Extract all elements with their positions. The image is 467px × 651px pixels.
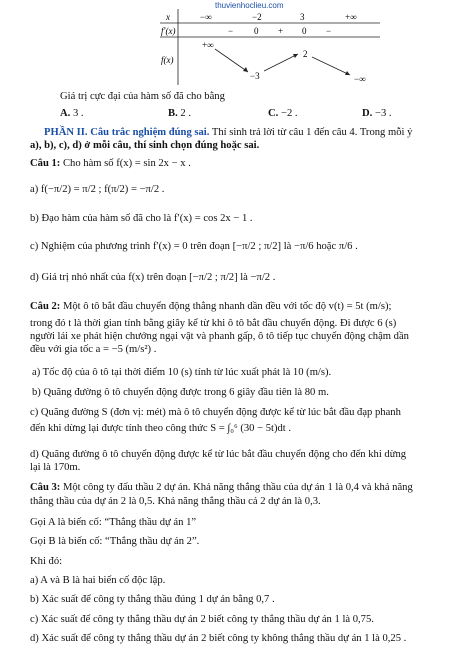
- vt-arrow-down-1: [215, 49, 248, 72]
- q2-stem-4: đều với gia tốc a = −5 (m/s²) .: [30, 344, 157, 355]
- vt-fp-3: 0: [302, 26, 307, 36]
- option-b[interactable]: B. 2 .: [168, 108, 191, 119]
- q2-c-1[interactable]: c) Quãng đường S (đơn vị: mét) mà ô tô chuyển động được kể từ lúc bắt đầu đạp phanh: [30, 407, 401, 418]
- vt-f-label: f(x): [161, 55, 174, 65]
- vt-f-1: −3: [250, 71, 260, 81]
- vt-x-2: 3: [300, 12, 305, 22]
- q2-stem-2: trong đó t là thời gian tính bằng giây kể từ khi ô tô bắt đầu chuyển động. Đi được 6 (s): [30, 318, 397, 329]
- vt-x-3: +∞: [345, 12, 357, 22]
- option-a[interactable]: A. 3 .: [60, 108, 84, 119]
- q3-stem-2: thắng thầu của dự án 2 là 0,5. Khả năng thắng thầu cả 2 dự án là 0,3.: [30, 496, 321, 507]
- variation-table: [160, 9, 380, 90]
- vt-fp-0: −: [228, 26, 234, 36]
- vt-arrow-down-2: [312, 57, 350, 75]
- watermark: thuvienhoclieu.com: [215, 1, 284, 10]
- q1-c[interactable]: c) Nghiệm của phương trình f′(x) = 0 trên đoạn [−π/2 ; π/2] là −π/6 hoặc π/6 .: [30, 241, 358, 252]
- part2-intro-line1: PHẦN II. Câu trắc nghiệm đúng sai. Thí sinh trả lời từ câu 1 đến câu 4. Trong mỗi ý: [44, 127, 413, 138]
- q2-b[interactable]: b) Quãng đường ô tô chuyển động được trong 6 giây đầu tiên là 80 m.: [32, 387, 329, 398]
- vt-x-label: x: [166, 12, 170, 22]
- q2-stem-1: Câu 2: Một ô tô bắt đầu chuyển động thẳng nhanh dần đều với tốc độ v(t) = 5t (m/s);: [30, 301, 392, 312]
- q1-a[interactable]: a) f(−π/2) = π/2 ; f(π/2) = −π/2 .: [30, 184, 165, 195]
- vt-f-2: 2: [303, 49, 308, 59]
- q3-event-a: Gọi A là biến cố: “Thắng thầu dự án 1”: [30, 517, 197, 528]
- variation-table-svg: [160, 9, 380, 85]
- q3-d[interactable]: d) Xác suất để công ty thắng thầu dự án 2 biết công ty không thắng thầu dự án 1 là 0,25 .: [30, 633, 407, 644]
- q1-stem: Câu 1: Cho hàm số f(x) = sin 2x − x .: [30, 158, 191, 169]
- q3-a[interactable]: a) A và B là hai biến cố độc lập.: [30, 575, 166, 586]
- vt-fp-label: f′(x): [161, 26, 176, 36]
- vt-f-3: −∞: [354, 74, 366, 84]
- option-d[interactable]: D. −3 .: [362, 108, 392, 119]
- vt-x-0: −∞: [200, 12, 212, 22]
- q1-d[interactable]: d) Giá trị nhỏ nhất của f(x) trên đoạn [−π/2 ; π/2] là −π/2 .: [30, 272, 276, 283]
- q3-b[interactable]: b) Xác suất để công ty thắng thầu đúng 1 dự án bằng 0,7 .: [30, 594, 275, 605]
- vt-fp-4: −: [326, 26, 332, 36]
- q2-stem-3: người lái xe phát hiện chướng ngại vật và phanh gấp, ô tô tiếp tục chuyển động chậm dần: [30, 331, 409, 342]
- q3-event-b: Gọi B là biến cố: “Thắng thầu dự án 2”.: [30, 536, 200, 547]
- part2-heading: PHẦN II. Câu trắc nghiệm đúng sai.: [44, 127, 210, 138]
- vt-fp-2: +: [278, 26, 284, 36]
- q3-c[interactable]: c) Xác suất để công ty thắng thầu dự án 2 biết công ty thắng thầu dự án 1 là 0,75.: [30, 614, 374, 625]
- vt-fp-1: 0: [254, 26, 259, 36]
- q2-c-2: đến khi dừng lại được tính theo công thức S = ∫₀⁶ (30 − 5t)dt .: [30, 423, 292, 434]
- q2-d-2: lại là 170m.: [30, 462, 81, 473]
- vt-arrow-up: [264, 54, 298, 71]
- q3-then: Khi đó:: [30, 556, 63, 567]
- option-c[interactable]: C. −2 .: [268, 108, 298, 119]
- part2-intro-line2: a), b), c), d) ở mỗi câu, thí sinh chọn đúng hoặc sai.: [30, 140, 260, 151]
- q1-b[interactable]: b) Đạo hàm của hàm số đã cho là f′(x) = cos 2x − 1 .: [30, 213, 253, 224]
- q2-d-1[interactable]: d) Quãng đường ô tô chuyển động được kể từ lúc bắt đầu chuyển động cho đến khi dừng: [30, 449, 407, 460]
- question-extremum: Giá trị cực đại của hàm số đã cho bằng: [60, 91, 225, 102]
- q2-a[interactable]: a) Tốc độ của ô tô tại thời điểm 10 (s) tính từ lúc xuất phát là 10 (m/s).: [32, 367, 332, 378]
- vt-f-0: +∞: [202, 40, 214, 50]
- q3-stem-1: Câu 3: Một công ty đấu thầu 2 dự án. Khả năng thắng thầu của dự án 1 là 0,4 và khả năng: [30, 482, 413, 493]
- vt-x-1: −2: [252, 12, 262, 22]
